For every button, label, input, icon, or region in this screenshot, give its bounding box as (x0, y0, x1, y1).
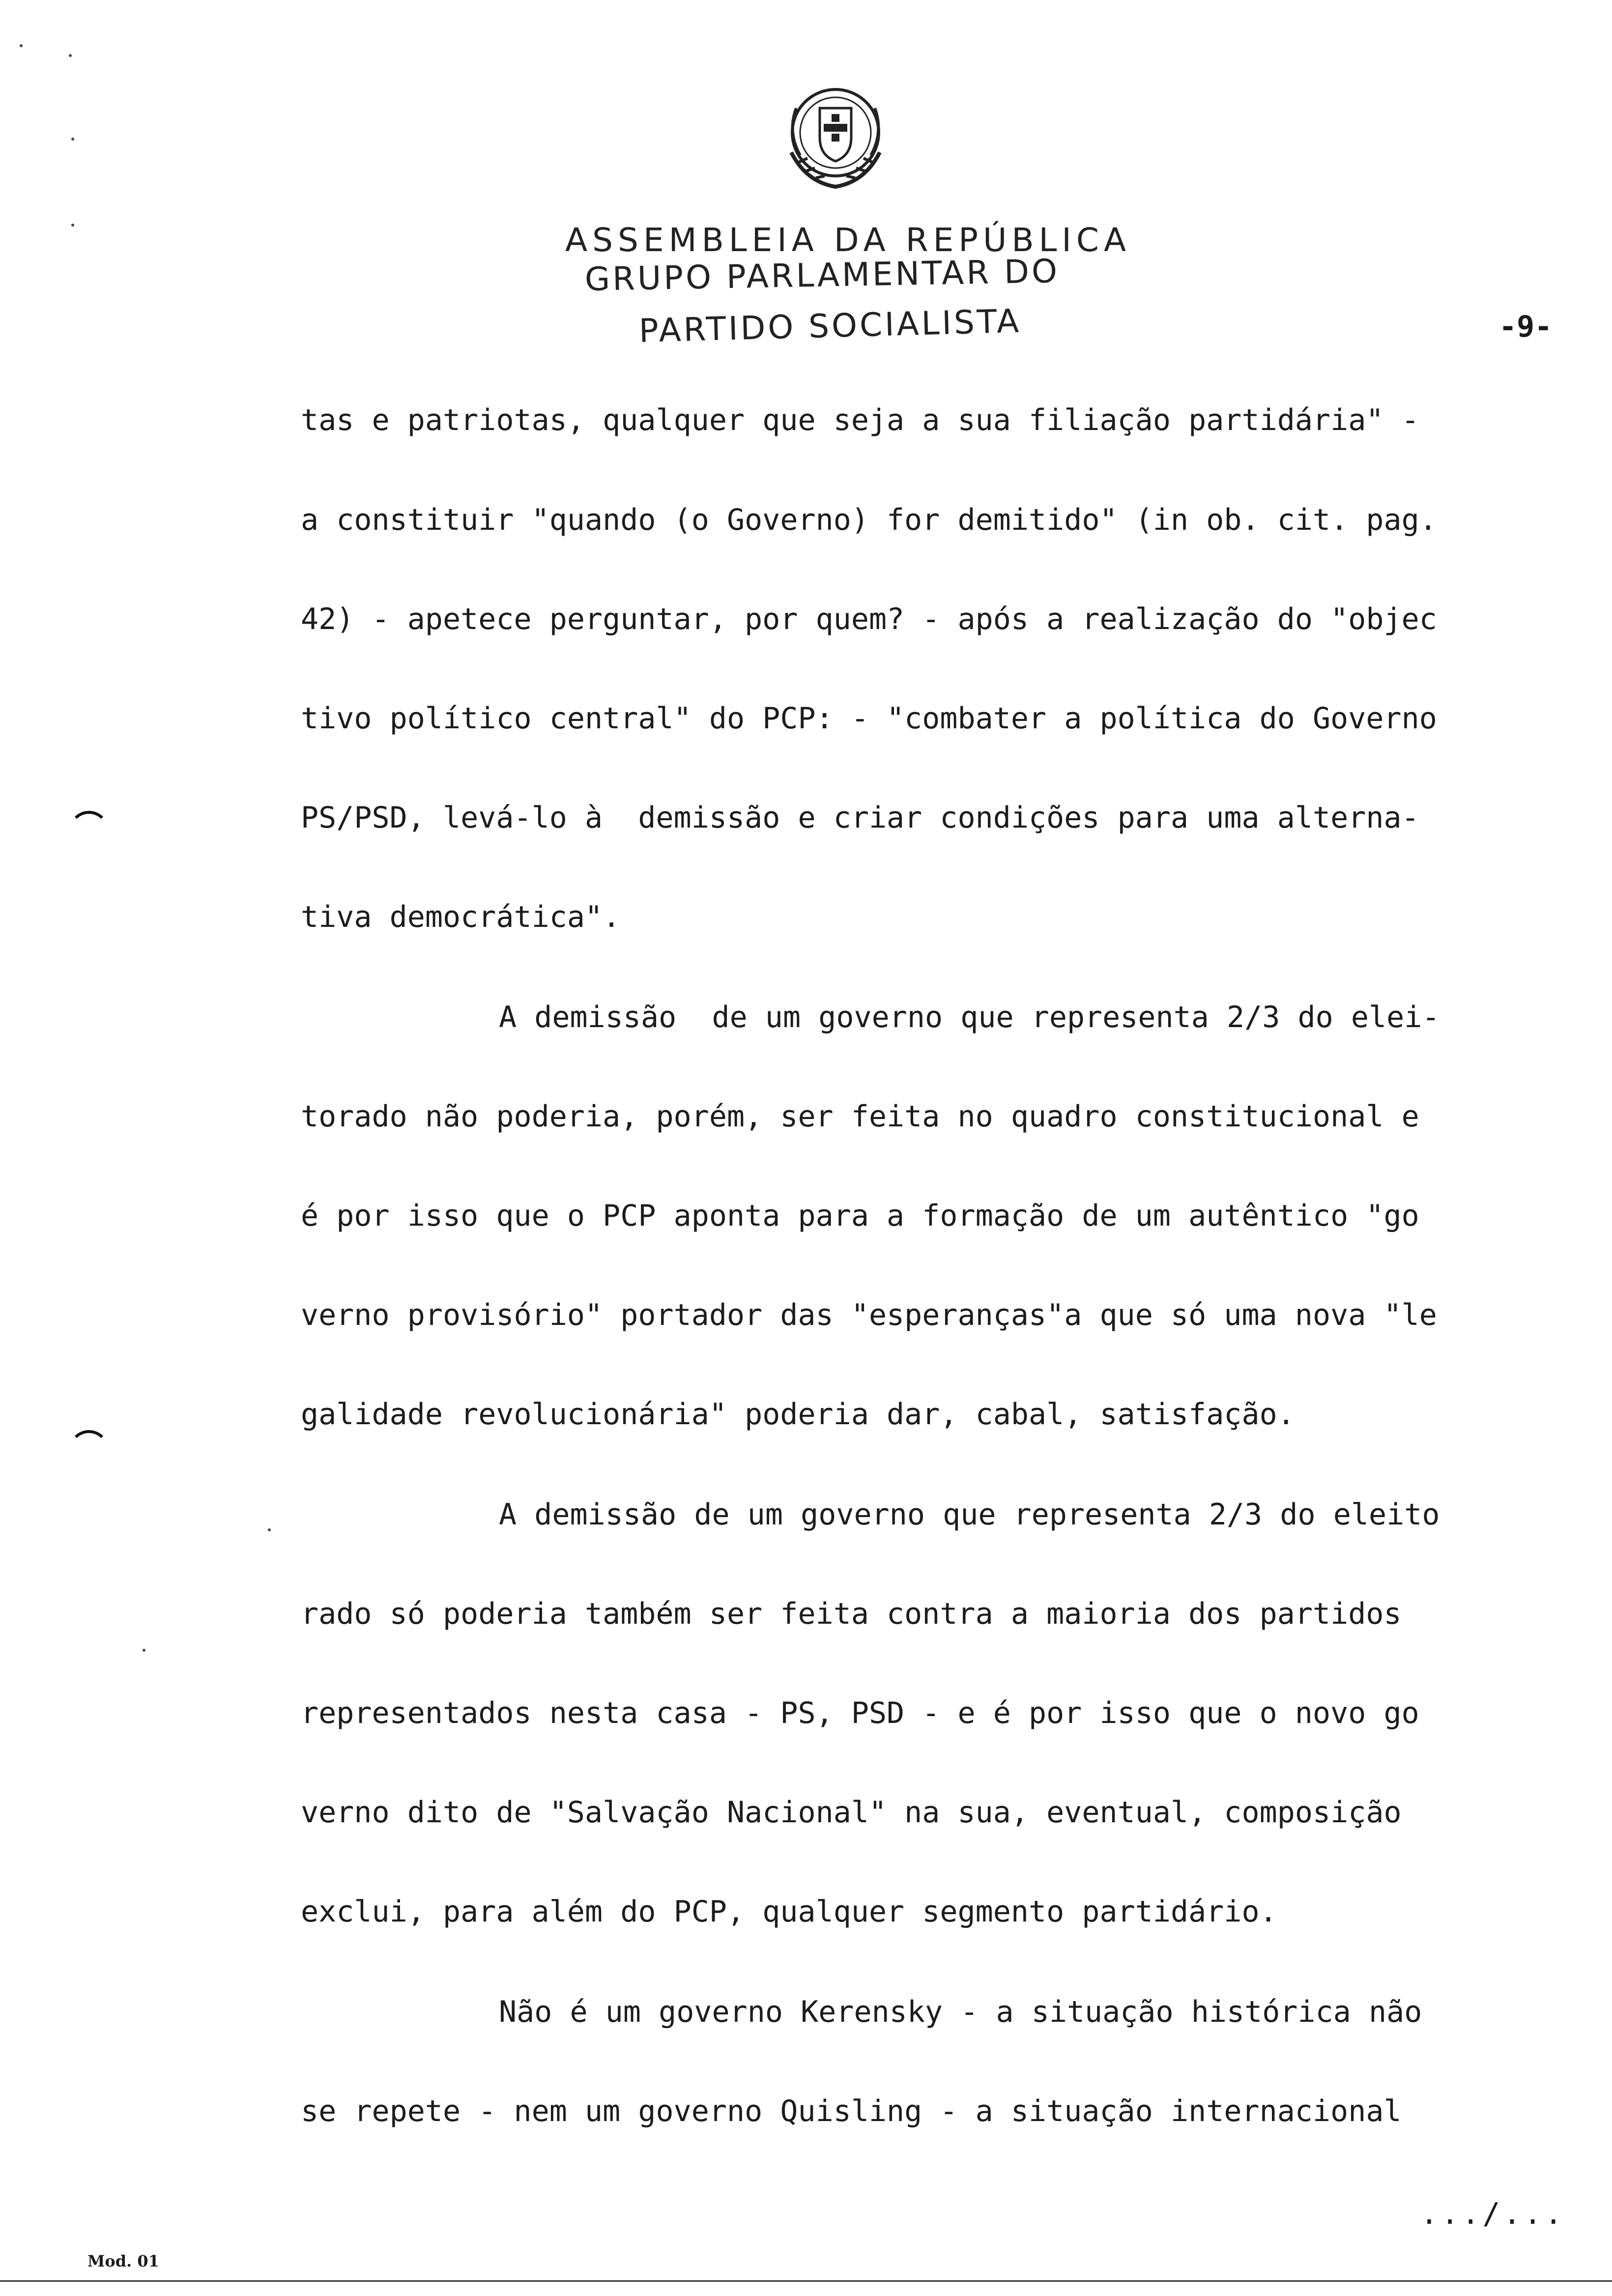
scan-speck (69, 54, 72, 57)
scan-speck (71, 224, 74, 227)
body-line-2: a constituir "quando (o Governo) for demitido" (in ob. cit. pag. (301, 503, 1437, 537)
header-grupo-parlamentar: GRUPO PARLAMENTAR DO (584, 252, 1060, 298)
body-line-6: tiva democrática". (301, 900, 621, 934)
body-line-18: se repete - nem um governo Quisling - a situação internacional (301, 2094, 1402, 2128)
body-line-4: tivo político central" do PCP: - "combater a política do Governo (301, 701, 1437, 736)
body-line-11: galidade revolucionária" poderia dar, cabal, satisfação. (301, 1397, 1295, 1432)
scan-speck (143, 1649, 145, 1652)
body-line-7: A demissão de um governo que representa 2/3 do elei- (499, 1000, 1440, 1034)
body-line-12: A demissão de um governo que representa 2/3 do eleito (499, 1497, 1440, 1532)
body-line-10: verno provisório" portador das "esperanças"a que só uma nova "le (301, 1298, 1437, 1332)
page-bottom-rule (0, 2280, 1612, 2282)
body-line-15: verno dito de "Salvação Nacional" na sua, eventual, composição (301, 1795, 1402, 1830)
body-line-16: exclui, para além do PCP, qualquer segmento partidário. (301, 1894, 1277, 1929)
header-assembleia: ASSEMBLEIA DA REPÚBLICA (565, 221, 1131, 259)
body-line-1: tas e patriotas, qualquer que seja a sua filiação partidária" - (301, 403, 1419, 437)
page-number: -9- (1499, 310, 1553, 344)
body-line-8: torado não poderia, porém, ser feita no quadro constitucional e (301, 1099, 1419, 1134)
punch-hole-mark-lower (69, 1430, 109, 1470)
punch-hole-mark-upper (69, 811, 109, 851)
continuation-mark: .../... (1420, 2197, 1565, 2231)
scan-speck (268, 1528, 271, 1531)
body-line-17: Não é um governo Kerensky - a situação histórica não (499, 1995, 1422, 2029)
header-partido-socialista: PARTIDO SOCIALISTA (638, 302, 1022, 350)
coat-of-arms-emblem (777, 79, 894, 197)
body-line-9: é por isso que o PCP aponta para a formação de um autêntico "go (301, 1199, 1419, 1233)
body-line-14: representados nesta casa - PS, PSD - e é por isso que o novo go (301, 1696, 1419, 1730)
scan-speck (71, 138, 74, 141)
body-line-3: 42) - apetece perguntar, por quem? - após a realização do "objec (301, 602, 1437, 636)
scan-speck (20, 44, 23, 47)
body-line-13: rado só poderia também ser feita contra a maioria dos partidos (301, 1597, 1402, 1631)
form-model-label: Mod. 01 (87, 2252, 159, 2270)
body-line-5: PS/PSD, levá-lo à demissão e criar condições para uma alterna- (301, 801, 1419, 835)
